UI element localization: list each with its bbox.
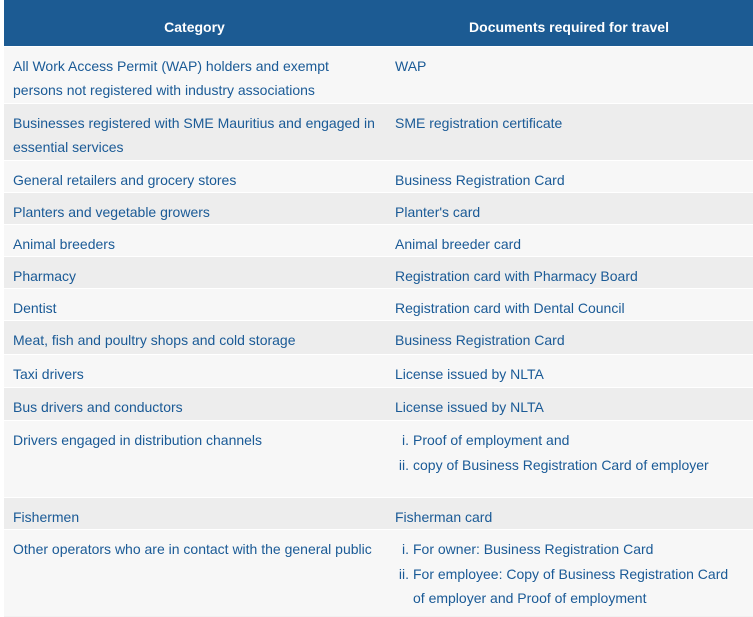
header-documents: Documents required for travel bbox=[469, 19, 669, 36]
category-cell: Planters and vegetable growers bbox=[4, 192, 385, 224]
document-list bbox=[395, 537, 743, 610]
document-cell: WAP bbox=[385, 46, 753, 103]
category-cell: Dentist bbox=[4, 288, 385, 320]
travel-documents-table bbox=[4, 0, 753, 616]
category-cell: Other operators who are in contact with the general public bbox=[4, 529, 385, 616]
document-cell: Business Registration Card bbox=[385, 320, 753, 354]
list-number: i. bbox=[402, 431, 409, 448]
table-row bbox=[4, 224, 753, 256]
document-cell bbox=[385, 420, 753, 497]
document-cell: SME registration certificate bbox=[385, 103, 753, 160]
list-text: For employee: Copy of Business Registration Card of employer and Proof of employment bbox=[413, 565, 729, 606]
document-cell: License issued by NLTA bbox=[385, 354, 753, 387]
category-cell: Bus drivers and conductors bbox=[4, 387, 385, 420]
table-row bbox=[4, 103, 753, 160]
table-row bbox=[4, 192, 753, 224]
table-row bbox=[4, 354, 753, 387]
list-number: ii. bbox=[398, 456, 409, 473]
table-row bbox=[4, 420, 753, 497]
category-cell: Drivers engaged in distribution channels bbox=[4, 420, 385, 497]
travel-documents-table-container bbox=[4, 0, 753, 617]
list-text: copy of Business Registration Card of employer bbox=[413, 456, 709, 473]
document-cell: Business Registration Card bbox=[385, 160, 753, 192]
list-text: Proof of employment and bbox=[413, 431, 570, 448]
category-cell: Meat, fish and poultry shops and cold storage bbox=[4, 320, 385, 354]
document-cell: Animal breeder card bbox=[385, 224, 753, 256]
table-row bbox=[4, 320, 753, 354]
document-cell: Fisherman card bbox=[385, 497, 753, 529]
category-cell: All Work Access Permit (WAP) holders and exempt persons not registered with industry associations bbox=[4, 46, 385, 103]
table-row bbox=[4, 256, 753, 288]
header-category: Category bbox=[164, 19, 225, 36]
category-cell: Pharmacy bbox=[4, 256, 385, 288]
document-cell bbox=[385, 529, 753, 616]
document-cell: Planter's card bbox=[385, 192, 753, 224]
list-text: For owner: Business Registration Card bbox=[413, 540, 654, 557]
table-row bbox=[4, 46, 753, 103]
category-cell: General retailers and grocery stores bbox=[4, 160, 385, 192]
table-row bbox=[4, 288, 753, 320]
category-cell: Fishermen bbox=[4, 497, 385, 529]
list-number: ii. bbox=[398, 565, 409, 582]
category-cell: Businesses registered with SME Mauritius and engaged in essential services bbox=[4, 103, 385, 160]
list-item bbox=[395, 562, 743, 610]
category-cell: Animal breeders bbox=[4, 224, 385, 256]
document-cell: Registration card with Dental Council bbox=[385, 288, 753, 320]
category-cell: Taxi drivers bbox=[4, 354, 385, 387]
document-list bbox=[395, 428, 743, 477]
document-cell: License issued by NLTA bbox=[385, 387, 753, 420]
table-row bbox=[4, 529, 753, 616]
list-number: i. bbox=[402, 540, 409, 557]
list-item bbox=[395, 428, 743, 452]
table-row bbox=[4, 497, 753, 529]
table-row bbox=[4, 387, 753, 420]
table-header-row bbox=[4, 0, 753, 46]
document-cell: Registration card with Pharmacy Board bbox=[385, 256, 753, 288]
table-row bbox=[4, 160, 753, 192]
list-item bbox=[395, 453, 743, 477]
list-item bbox=[395, 537, 743, 561]
